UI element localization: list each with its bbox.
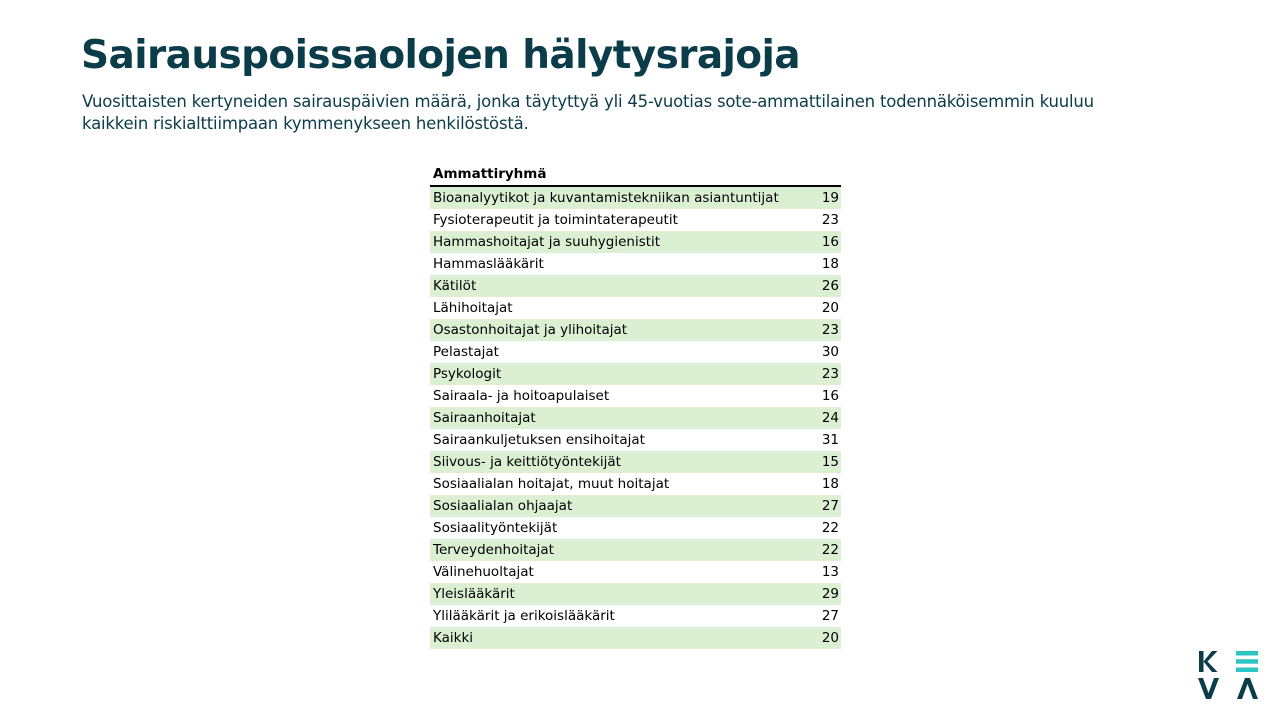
- sick-days-value: 15: [821, 454, 839, 470]
- occupation-name: Välinehuoltajat: [433, 564, 534, 580]
- occupation-name: Hammashoitajat ja suuhygienistit: [433, 234, 661, 250]
- table-row: [430, 583, 841, 605]
- occupation-name: Sairaankuljetuksen ensihoitajat: [433, 432, 645, 448]
- sick-days-value: 23: [821, 212, 839, 228]
- table-row: [430, 385, 841, 407]
- occupation-name: Sosiaalityöntekijät: [433, 520, 558, 536]
- table-row: [430, 429, 841, 451]
- table-row: [430, 231, 841, 253]
- sick-days-value: 19: [821, 190, 839, 206]
- table-row: [430, 605, 841, 627]
- occupation-name: Yleislääkärit: [433, 586, 515, 602]
- occupation-name: Psykologit: [433, 366, 502, 382]
- occupation-table: [430, 164, 841, 649]
- occupation-name: Siivous- ja keittiötyöntekijät: [433, 454, 621, 470]
- table-row: [430, 363, 841, 385]
- table-row: [430, 473, 841, 495]
- sick-days-value: 18: [821, 256, 839, 272]
- sick-days-value: 23: [821, 366, 839, 382]
- occupation-name: Pelastajat: [433, 344, 499, 360]
- table-body: [430, 187, 841, 649]
- sick-days-value: 24: [821, 410, 839, 426]
- table-row: [430, 561, 841, 583]
- occupation-name: Bioanalyytikot ja kuvantamistekniikan asiantuntijat: [433, 190, 779, 206]
- sick-days-value: 27: [821, 498, 839, 514]
- sick-days-value: 27: [821, 608, 839, 624]
- occupation-name: Sairaanhoitajat: [433, 410, 536, 426]
- sick-days-value: 20: [821, 630, 839, 646]
- table-row: [430, 451, 841, 473]
- sick-days-value: 18: [821, 476, 839, 492]
- occupation-name: Sosiaalialan hoitajat, muut hoitajat: [433, 476, 670, 492]
- occupation-name: Terveydenhoitajat: [433, 542, 554, 558]
- keva-logo: [1198, 650, 1260, 700]
- occupation-name: Fysioterapeutit ja toimintaterapeutit: [433, 212, 678, 228]
- sick-days-value: 30: [821, 344, 839, 360]
- occupation-name: Lähihoitajat: [433, 300, 513, 316]
- sick-days-value: 13: [821, 564, 839, 580]
- table-row: [430, 517, 841, 539]
- sick-days-value: 16: [821, 388, 839, 404]
- sick-days-value: 31: [821, 432, 839, 448]
- table-row: [430, 297, 841, 319]
- occupation-name: Sairaala- ja hoitoapulaiset: [433, 388, 610, 404]
- table-row: [430, 495, 841, 517]
- sick-days-value: 16: [821, 234, 839, 250]
- table-row: [430, 209, 841, 231]
- table-row: [430, 539, 841, 561]
- occupation-name: Kätilöt: [433, 278, 477, 294]
- sick-days-value: 29: [821, 586, 839, 602]
- occupation-name: Sosiaalialan ohjaajat: [433, 498, 573, 514]
- occupation-name: Kaikki: [433, 630, 474, 646]
- table-row: [430, 275, 841, 297]
- sick-days-value: 23: [821, 322, 839, 338]
- occupation-name: Ylilääkärit ja erikoislääkärit: [433, 608, 615, 624]
- table-row: [430, 187, 841, 209]
- table-row: [430, 407, 841, 429]
- sick-days-value: 22: [821, 520, 839, 536]
- sick-days-value: 20: [821, 300, 839, 316]
- sick-days-value: 26: [821, 278, 839, 294]
- table-row: [430, 341, 841, 363]
- occupation-name: Osastonhoitajat ja ylihoitajat: [433, 322, 628, 338]
- sick-days-value: 22: [821, 542, 839, 558]
- table-header: Ammattiryhmä: [430, 164, 841, 187]
- table-row: [430, 319, 841, 341]
- page-subtitle: Vuosittaisten kertyneiden sairauspäivien määrä, jonka täytyttyä yli 45-vuotias sote-ammattilainen todennäköisemmin kuuluu kaikkein riskialttiimpaan kymmenykseen henkilöstöstä.: [82, 92, 1094, 133]
- occupation-name: Hammaslääkärit: [433, 256, 544, 272]
- table-row: [430, 627, 841, 649]
- table-row: [430, 253, 841, 275]
- page-title: Sairauspoissaolojen hälytysrajoja: [81, 33, 800, 78]
